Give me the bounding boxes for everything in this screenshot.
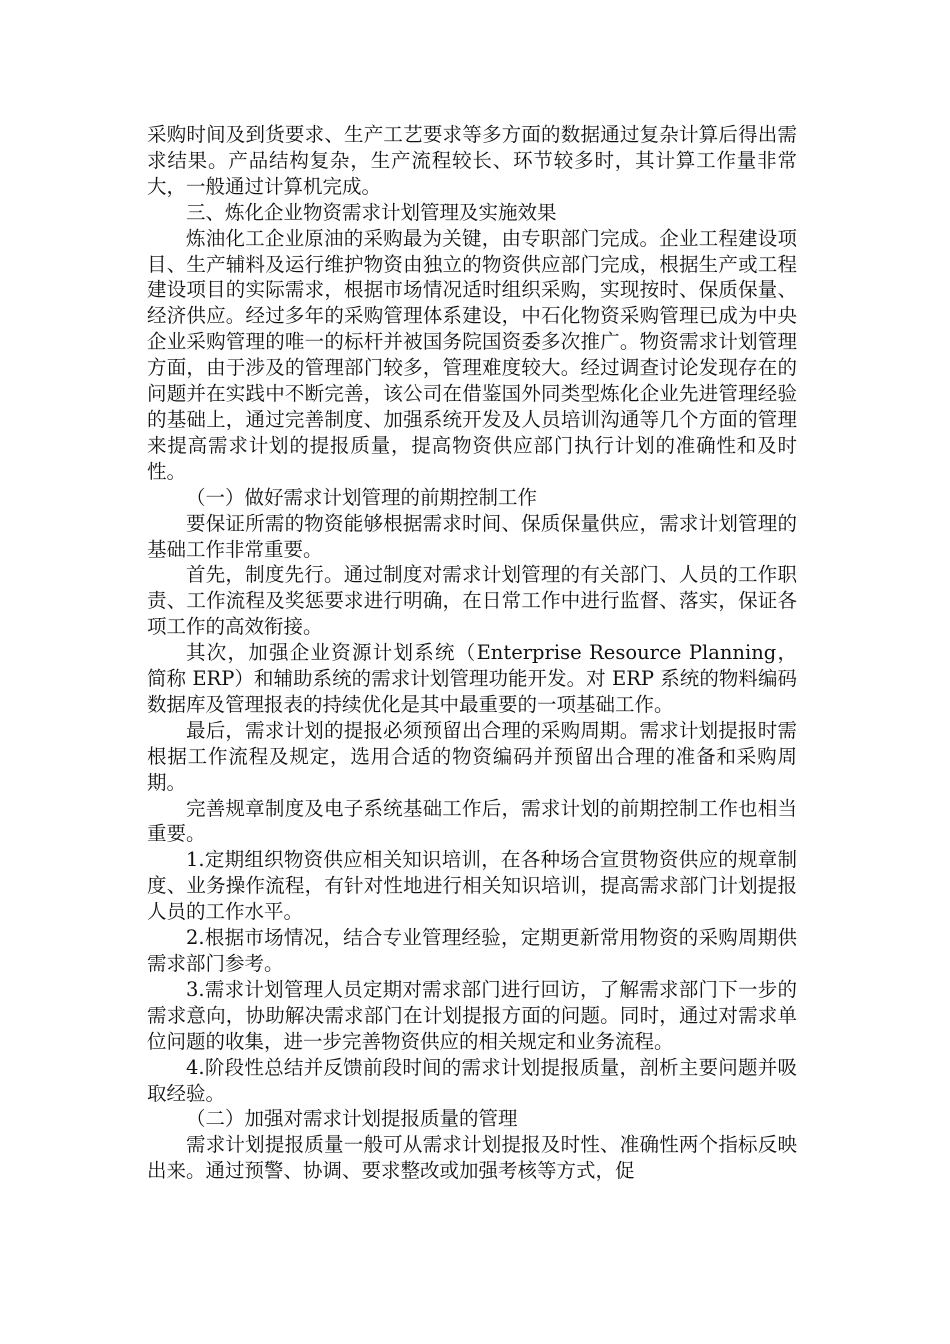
paragraph: 炼油化工企业原油的采购最为关键，由专职部门完成。企业工程建设项目、生产辅料及运行维护物资由独立的物资供应部门完成，根据生产或工程建设项目的实际需求，根据市场情况适时组织采购，实现按时、保质保量、经济供应。经过多年的采购管理体系建设，中石化物资采购管理已成为中央企业采购管理的唯一的标杆并被国务院国资委多次推广。物资需求计划管理方面，由于涉及的管理部门较多，管理难度较大。经过调查讨论发现存在的问题并在实践中不断完善，该公司在借鉴国外同类型炼化企业先进管理经验的基础上，通过完善制度、加强系统开发及人员培训沟通等几个方面的管理来提高需求计划的提报质量，提高物资供应部门执行计划的准确性和及时性。 bbox=[147, 226, 797, 483]
list-item-4: 4.阶段性总结并反馈前段时间的需求计划提报质量，剖析主要问题并吸取经验。 bbox=[147, 1055, 797, 1105]
paragraph: 首先，制度先行。通过制度对需求计划管理的有关部门、人员的工作职责、工作流程及奖惩要求进行明确，在日常工作中进行监督、落实，保证各项工作的高效衔接。 bbox=[147, 563, 797, 639]
paragraph: 要保证所需的物资能够根据需求时间、保质保量供应，需求计划管理的基础工作非常重要。 bbox=[147, 511, 797, 561]
section-heading-3: 三、炼化企业物资需求计划管理及实施效果 bbox=[186, 200, 557, 224]
list-item-3: 3.需求计划管理人员定期对需求部门进行回访，了解需求部门下一步的需求意向，协助解决需求部门在计划提报方面的问题。同时，通过对需求单位问题的收集，进一步完善物资供应的相关规定和业务流程。 bbox=[147, 977, 797, 1053]
document-page bbox=[147, 122, 797, 1184]
subsection-heading-1: （一）做好需求计划管理的前期控制工作 bbox=[186, 485, 538, 509]
list-item-2: 2.根据市场情况，结合专业管理经验，定期更新常用物资的采购周期供需求部门参考。 bbox=[147, 926, 797, 975]
paragraph: 最后，需求计划的提报必须预留出合理的采购周期。需求计划提报时需根据工作流程及规定，选用合适的物资编码并预留出合理的准备和采购周期。 bbox=[147, 718, 797, 794]
paragraph-continued: 采购时间及到货要求、生产工艺要求等多方面的数据通过复杂计算后得出需求结果。产品结构复杂，生产流程较长、环节较多时，其计算工作量非常大，一般通过计算机完成。 bbox=[147, 123, 797, 198]
paragraph: 完善规章制度及电子系统基础工作后，需求计划的前期控制工作也相当重要。 bbox=[147, 796, 797, 846]
list-item-1: 1.定期组织物资供应相关知识培训，在各种场合宣贯物资供应的规章制度、业务操作流程，有针对性地进行相关知识培训，提高需求部门计划提报人员的工作水平。 bbox=[147, 848, 797, 924]
subsection-heading-2: （二）加强对需求计划提报质量的管理 bbox=[186, 1107, 518, 1131]
paragraph: 需求计划提报质量一般可从需求计划提报及时性、准确性两个指标反映出来。通过预警、协调、要求整改或加强考核等方式，促 bbox=[147, 1133, 797, 1183]
paragraph: 其次，加强企业资源计划系统（Enterprise Resource Planning， 简称 ERP）和辅助系统的需求计划管理功能开发。对 ERP 系统的物料编码数据库及管理报表的持续优化是其中最重要的一项基础工作。 bbox=[147, 641, 797, 716]
